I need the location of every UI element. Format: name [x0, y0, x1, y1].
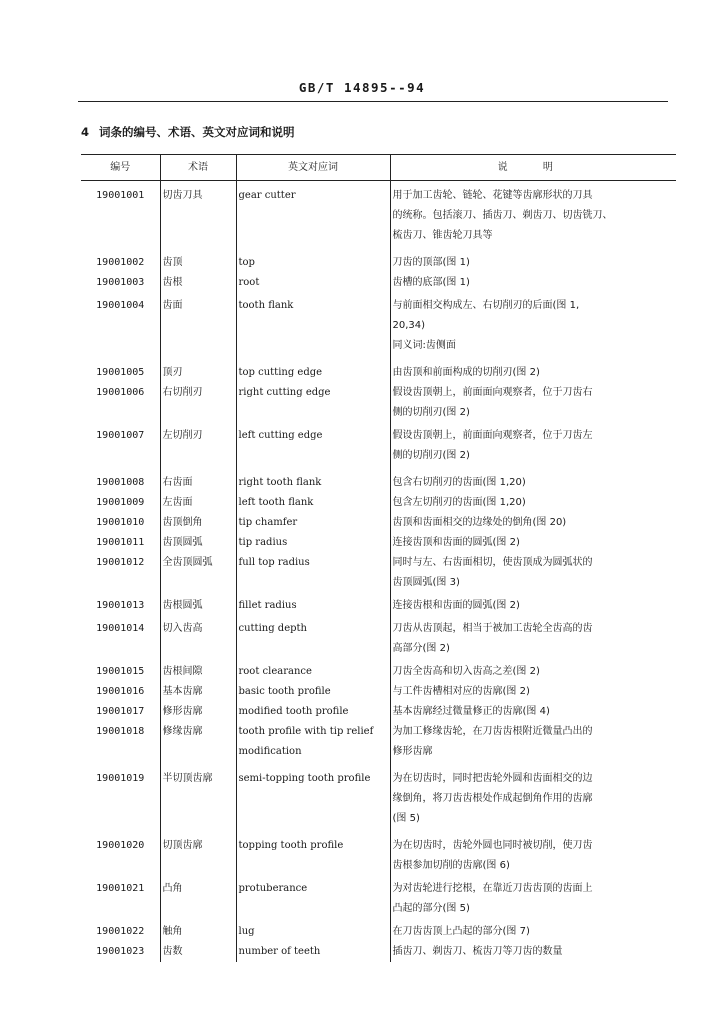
cell-term: 修缘齿廓: [160, 722, 236, 762]
cell-description: [390, 273, 676, 293]
section-title: 词条的编号、术语、英文对应词和说明: [99, 125, 295, 139]
cell-code: 19001019: [96, 773, 145, 784]
cell-term: 触角: [160, 919, 236, 942]
cell-code: 19001021: [96, 883, 145, 894]
cell-term: 齿根间隙: [160, 659, 236, 682]
description-line: 刀齿的顶部(图 1): [392, 257, 470, 268]
cell-code: 19001014: [96, 623, 145, 634]
cell-term: 右齿面: [160, 466, 236, 493]
cell-code: 19001004: [96, 300, 145, 311]
description-line: 刀齿从齿顶起，相当于被加工齿轮全齿高的齿: [392, 623, 593, 634]
cell-term: 齿面: [160, 293, 236, 356]
cell-term: 修形齿廓: [160, 702, 236, 722]
table-row: [81, 762, 676, 829]
cell-code: 19001012: [96, 557, 145, 568]
table-row: [81, 181, 676, 247]
cell-term: 齿数: [160, 942, 236, 962]
cell-term: 切顶齿廓: [160, 829, 236, 876]
cell-english: cutting depth: [236, 616, 390, 659]
cell-code: 19001023: [96, 946, 145, 957]
cell-english: root clearance: [236, 659, 390, 682]
cell-english: tip chamfer: [236, 513, 390, 533]
cell-english: top cutting edge: [236, 356, 390, 383]
table-row: [81, 919, 676, 942]
table-row: [81, 466, 676, 493]
cell-code: 19001006: [96, 387, 145, 398]
description-line: 为加工修缘齿轮，在刀齿齿根附近微量凸出的: [392, 726, 593, 737]
column-header-english: 英文对应词: [236, 155, 390, 181]
cell-description: [390, 383, 676, 423]
cell-code: 19001013: [96, 600, 145, 611]
column-header-description: 说 明: [390, 155, 676, 181]
cell-english: fillet radius: [236, 593, 390, 616]
table-row: [81, 593, 676, 616]
description-line: 侧的切削刃(图 2): [392, 450, 470, 461]
cell-description: [390, 942, 676, 962]
cell-term: 切齿刀具: [160, 181, 236, 247]
cell-english: tip radius: [236, 533, 390, 553]
table-body: [81, 181, 676, 963]
cell-description: [390, 293, 676, 356]
cell-english: number of teeth: [236, 942, 390, 962]
description-line: 齿顶和齿面相交的边缘处的倒角(图 20): [392, 517, 567, 528]
cell-english: right tooth flank: [236, 466, 390, 493]
table-row: [81, 246, 676, 273]
table-row: [81, 702, 676, 722]
cell-term: 半切顶齿廓: [160, 762, 236, 829]
table-row: [81, 293, 676, 356]
table-row: [81, 493, 676, 513]
description-line: 齿根参加切削的齿廓(图 6): [392, 860, 510, 871]
description-line: 为在切齿时，齿轮外圆也同时被切削，使刀齿: [392, 840, 593, 851]
cell-description: [390, 493, 676, 513]
section-heading: [81, 124, 295, 140]
cell-term: 齿顶圆弧: [160, 533, 236, 553]
cell-description: [390, 593, 676, 616]
cell-code: 19001007: [96, 430, 145, 441]
cell-code: 19001005: [96, 367, 145, 378]
cell-code: 19001008: [96, 477, 145, 488]
standard-code-header: GB/T 14895--94: [298, 80, 426, 95]
column-header-code: 编号: [81, 155, 160, 181]
cell-term: 全齿顶圆弧: [160, 553, 236, 593]
description-line: 齿顶圆弧(图 3): [392, 577, 460, 588]
description-line: 连接齿根和齿面的圆弧(图 2): [392, 600, 520, 611]
description-line: 假设齿顶朝上，前面面向观察者，位于刀齿左: [392, 430, 593, 441]
cell-term: 齿根圆弧: [160, 593, 236, 616]
terms-table-container: [81, 154, 676, 962]
column-header-term: 术语: [160, 155, 236, 181]
description-line: 用于加工齿轮、链轮、花键等齿廓形状的刀具: [392, 190, 593, 201]
cell-term: 右切削刃: [160, 383, 236, 423]
cell-code: 19001003: [96, 277, 145, 288]
cell-english: right cutting edge: [236, 383, 390, 423]
cell-term: 左齿面: [160, 493, 236, 513]
table-header-row: [81, 155, 676, 181]
table-row: [81, 356, 676, 383]
cell-term: 凸角: [160, 876, 236, 919]
description-line: 的统称。包括滚刀、插齿刀、剃齿刀、切齿铣刀、: [392, 210, 613, 221]
cell-code: 19001009: [96, 497, 145, 508]
header-rule: [78, 101, 668, 102]
cell-code: 19001020: [96, 840, 145, 851]
cell-description: [390, 533, 676, 553]
cell-term: 切入齿高: [160, 616, 236, 659]
cell-description: [390, 553, 676, 593]
cell-term: 齿顶: [160, 246, 236, 273]
description-line: 修形齿廓: [392, 746, 433, 757]
cell-code: 19001018: [96, 726, 145, 737]
cell-description: [390, 702, 676, 722]
cell-code: 19001022: [96, 926, 145, 937]
cell-term: 顶刃: [160, 356, 236, 383]
table-row: [81, 423, 676, 466]
description-line: 基本齿廓经过微量修正的齿廓(图 4): [392, 706, 550, 717]
table-row: [81, 616, 676, 659]
description-line: 同时与左、右齿面相切，使齿顶成为圆弧状的: [392, 557, 593, 568]
description-line: 连接齿顶和齿面的圆弧(图 2): [392, 537, 520, 548]
description-line: 缘倒角，将刀齿齿根处作成起倒角作用的齿廓: [392, 793, 593, 804]
description-line: 与工件齿槽相对应的齿廓(图 2): [392, 686, 530, 697]
description-line: 为对齿轮进行挖根，在靠近刀齿齿顶的齿面上: [392, 883, 593, 894]
cell-english: top: [236, 246, 390, 273]
cell-description: [390, 181, 676, 247]
cell-code: 19001002: [96, 257, 145, 268]
cell-code: 19001011: [96, 537, 145, 548]
cell-description: [390, 919, 676, 942]
description-line: 为在切齿时，同时把齿轮外圆和齿面相交的边: [392, 773, 593, 784]
cell-english: gear cutter: [236, 181, 390, 247]
cell-english: left tooth flank: [236, 493, 390, 513]
cell-description: [390, 423, 676, 466]
cell-code: 19001016: [96, 686, 145, 697]
cell-english: topping tooth profile: [236, 829, 390, 876]
cell-code: 19001017: [96, 706, 145, 717]
description-line: 由齿顶和前面构成的切削刃(图 2): [392, 367, 540, 378]
cell-description: [390, 616, 676, 659]
cell-code: 19001010: [96, 517, 145, 528]
cell-english: semi-topping tooth profile: [236, 762, 390, 829]
description-line: 与前面相交构成左、右切削刃的后面(图 1,: [392, 300, 580, 311]
description-line: 20,34): [392, 320, 426, 331]
cell-english: full top radius: [236, 553, 390, 593]
cell-description: [390, 876, 676, 919]
cell-description: [390, 356, 676, 383]
table-row: [81, 383, 676, 423]
cell-term: 齿顶倒角: [160, 513, 236, 533]
table-row: [81, 829, 676, 876]
cell-english: tooth profile with tip relief modification: [236, 722, 390, 762]
table-row: [81, 876, 676, 919]
cell-english: basic tooth profile: [236, 682, 390, 702]
cell-english: left cutting edge: [236, 423, 390, 466]
cell-code: 19001001: [96, 190, 145, 201]
description-line: 梳齿刀、锥齿轮刀具等: [392, 230, 493, 241]
table-row: [81, 553, 676, 593]
table-row: [81, 513, 676, 533]
description-line: 高部分(图 2): [392, 643, 450, 654]
cell-description: [390, 682, 676, 702]
cell-description: [390, 246, 676, 273]
description-line: 包含右切削刃的齿面(图 1,20): [392, 477, 526, 488]
description-line: 同义词:齿侧面: [392, 340, 456, 351]
cell-description: [390, 829, 676, 876]
table-row: [81, 942, 676, 962]
cell-english: modified tooth profile: [236, 702, 390, 722]
cell-english: root: [236, 273, 390, 293]
cell-term: 齿根: [160, 273, 236, 293]
cell-description: [390, 513, 676, 533]
cell-description: [390, 659, 676, 682]
description-line: (图 5): [392, 813, 420, 824]
description-line: 插齿刀、剃齿刀、梳齿刀等刀齿的数量: [392, 946, 563, 957]
description-line: 齿槽的底部(图 1): [392, 277, 470, 288]
cell-description: [390, 722, 676, 762]
table-row: [81, 722, 676, 762]
cell-description: [390, 762, 676, 829]
cell-english: protuberance: [236, 876, 390, 919]
description-line: 凸起的部分(图 5): [392, 903, 470, 914]
section-number: 4: [81, 125, 90, 139]
cell-description: [390, 466, 676, 493]
table-row: [81, 533, 676, 553]
description-line: 侧的切削刃(图 2): [392, 407, 470, 418]
cell-code: 19001015: [96, 666, 145, 677]
description-line: 在刀齿齿顶上凸起的部分(图 7): [392, 926, 530, 937]
table-row: [81, 273, 676, 293]
cell-term: 基本齿廓: [160, 682, 236, 702]
description-line: 刀齿全齿高和切入齿高之差(图 2): [392, 666, 540, 677]
terms-table: [81, 154, 676, 962]
cell-term: 左切削刃: [160, 423, 236, 466]
cell-english: tooth flank: [236, 293, 390, 356]
description-line: 包含左切削刃的齿面(图 1,20): [392, 497, 526, 508]
cell-english: lug: [236, 919, 390, 942]
table-row: [81, 659, 676, 682]
table-row: [81, 682, 676, 702]
description-line: 假设齿顶朝上，前面面向观察者，位于刀齿右: [392, 387, 593, 398]
